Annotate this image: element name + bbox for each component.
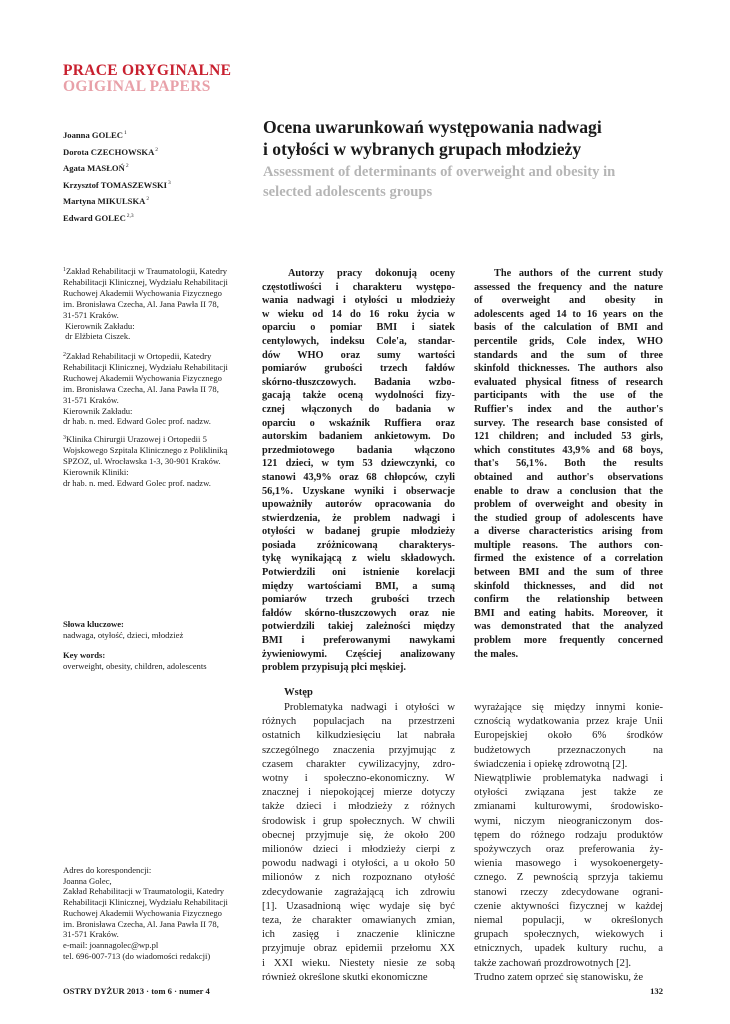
- body-line: wienia masowego i wysokoenergety-: [474, 858, 663, 870]
- section-label-english: OGIGINAL PAPERS: [63, 78, 211, 95]
- abstract-line: between BMI and the sum of three: [474, 567, 663, 579]
- body-line: Problematyka nadwagi i otyłości w: [284, 702, 455, 713]
- abstract-line: upoważniły autorów opracowania do: [262, 499, 455, 511]
- body-line: także dzieci i młodzieży z różnych: [262, 801, 455, 813]
- article-title: Ocena uwarunkowań występowania nadwagi i otyłości w wybranych grupach młodzieży: [263, 117, 602, 159]
- correspondence-line: 31-571 Kraków.: [63, 929, 119, 940]
- body-line: obecnej przyjmuje się, że około 200: [262, 829, 455, 841]
- author: Martyna MIKULSKA$^2$: [63, 196, 150, 207]
- body-line: czenie aktywności fizycznej w każdej: [474, 900, 663, 912]
- body-line: środowisk i grup społecznych. W chwili: [262, 815, 455, 827]
- abstract-english: [474, 267, 663, 661]
- body-line: teza, że charakter omawianych zmian,: [262, 915, 455, 927]
- article-title-english: Assessment of determinants of overweight and obesity in selected adolescents groups: [263, 164, 616, 200]
- abstract-line: stwierdzenia, że problem nadwagi i: [262, 512, 455, 524]
- abstract-line: firmed the existence of a correlation: [474, 553, 663, 565]
- affiliation-3: $^3$Klinika Chirurgii Urazowej i Ortopedii 5 Wojskowego Szpitala Klinicznego z Polikliniką SPZOZ, ul. Wrocławska 1-3, 30-901 Kraków. Kierownik Kliniki: dr hab. n. med. Edward Golec prof. nadzw.: [63, 434, 228, 488]
- body-text-left-column: [262, 701, 455, 985]
- abstract-line: skinfold thicknesses, and did not: [474, 580, 663, 592]
- abstract-line: percentile grids, Cole index, WHO: [474, 335, 663, 347]
- abstract-line: of overweight and obesity in: [474, 295, 663, 307]
- abstract-line: stanowi 43,9% oraz 68 chłopców, czyli: [262, 471, 455, 483]
- section-heading: Wstęp: [284, 687, 313, 698]
- correspondence-line: Zakład Rehabilitacji w Traumatologii, Katedry: [63, 886, 225, 897]
- abstract-line: the males.: [474, 648, 519, 660]
- abstract-line: potwierdzili takiej zależności między: [262, 621, 455, 633]
- abstract-line: participants with the use of the: [474, 390, 663, 402]
- body-line: zmianami kulturowymi, środowisko-: [474, 801, 663, 813]
- abstract-line: problem of overweight and obesity in: [474, 499, 663, 511]
- affiliation-1: $^1$Zakład Rehabilitacji w Traumatologii, Katedry Rehabilitacji Klinicznej, Wydziału Rehabilitacji Ruchowej Akademii Wychowania Fizycznego im. Bronisława Czecha, Al. Jana Pawła II 78, 31-571 Kraków. Kierownik Zakładu: dr Elżbieta Ciszek.: [63, 266, 228, 342]
- abstract-line: skinfold thicknesses. The authors also: [474, 363, 663, 375]
- body-line: budżetowych przeznaczonych na: [474, 744, 663, 756]
- abstract-line: multiple reasons. The authors con-: [474, 539, 663, 551]
- abstract-line: autorskim badaniem ankietowym. Do: [262, 431, 455, 443]
- author: Edward GOLEC$^{2,3}$: [63, 212, 134, 223]
- body-line: stanowi rzeczy zdecydowane ograni-: [474, 886, 663, 898]
- abstract-line: wania nadwagi i otyłości u młodzieży: [262, 295, 455, 307]
- abstract-line: adolescents aged 14 to 16 years on the: [474, 308, 663, 320]
- abstract-line: otyłości w badanej grupie młodzieży: [262, 526, 455, 538]
- body-line: szczególnego znaczenia przyjmując z: [262, 744, 455, 756]
- abstract-line: cznej włączonych do badania w: [262, 403, 455, 415]
- abstract-line: The authors of the current study: [494, 268, 663, 279]
- body-line: także zachowań prozdrowotnych [2].: [474, 957, 632, 969]
- body-line: [1]. Uzasadnioną więc wydaje się być: [262, 900, 455, 912]
- author: Dorota CZECHOWSKA$^2$: [63, 146, 159, 157]
- section-label: PRACE ORYGINALNE: [63, 62, 232, 79]
- abstract-line: 121 children; and included 53 girls,: [474, 431, 663, 443]
- abstract-line: między wartościami BMI, a sumą: [262, 580, 455, 592]
- body-line: cznego. Z pewnością sprzyja takiemu: [474, 872, 663, 884]
- body-line: wymi, niczym nieograniczonym dos-: [474, 815, 663, 827]
- body-line: niemal populacji, w określonych: [474, 915, 663, 927]
- body-line: spożywczych oraz preferowania ży-: [474, 844, 663, 856]
- abstract-line: tykę wynikającą z wielu składowych.: [262, 553, 455, 565]
- author-list: [63, 126, 171, 226]
- abstract-line: dów WHO oraz sumy wartości: [262, 349, 455, 361]
- abstract-line: pomiarów trzech grubości trzech: [262, 594, 455, 606]
- body-line: ostatnich kilkudziesięciu lat nabrała: [262, 730, 455, 742]
- abstract-line: skórno-tłuszczowych. Badania wzbo-: [262, 376, 455, 388]
- abstract-line: pomiarów grubości trzech fałdów: [262, 363, 455, 375]
- body-line: znacznej i niepokojącej mierze dotyczy: [262, 787, 455, 799]
- abstract-line: częstotliwości i charakteru występo-: [262, 281, 455, 293]
- abstract-line: obtained and author's observations: [474, 471, 663, 483]
- journal-footer: OSTRY DYŻUR 2013 · tom 6 · numer 4: [63, 986, 210, 996]
- correspondence-line: tel. 696-007-713 (do wiadomości redakcji): [63, 950, 211, 961]
- keywords-english: Key words: overweight, obesity, children, adolescents: [63, 650, 207, 671]
- abstract-line: confirm the relationship between: [474, 594, 663, 606]
- body-line: ich zasięg i znaczenie kliniczne: [262, 929, 455, 941]
- body-line: Europejskiej około 6% środków: [474, 730, 663, 742]
- correspondence-line: im. Bronisława Czecha, Al. Jana Pawła II 78,: [63, 918, 219, 929]
- correspondence-line: Ruchowej Akademii Wychowania Fizycznego: [63, 907, 222, 918]
- body-line: grupach społecznych, wiekowych i: [474, 929, 663, 941]
- body-line: milionów dzieci i młodzieży cierpi z: [262, 844, 455, 856]
- abstract-line: Ruffier's index and the author's: [474, 403, 663, 415]
- body-line: cznością wydatkowania przez kraje Unii: [474, 716, 663, 728]
- abstract-line: problem przypisują płci męskiej.: [262, 662, 406, 674]
- body-line: różnych populacjach na przestrzeni: [262, 716, 455, 728]
- body-line: tępem do różnego rodzaju produktów: [474, 829, 663, 841]
- abstract-line: 56,1%. Uzyskane wyniki i obserwacje: [262, 485, 455, 497]
- abstract-line: that's 56,1%. Both the results: [474, 458, 663, 470]
- body-line: przyjmuje obraz epidemii przełomu XX: [262, 943, 455, 955]
- body-line: Trudno zatem oprzeć się stanowisku, że: [474, 971, 644, 983]
- abstract-line: fałdów skórno-tłuszczowych oraz nie: [262, 607, 455, 619]
- affiliation-2: $^2$Zakład Rehabilitacji w Ortopedii, Katedry Rehabilitacji Klinicznej, Wydziału Rehabilitacji Ruchowej Akademii Wychowania Fizycznego im. Bronisława Czecha, Al. Jana Pawła II 78, 31-571 Kraków. Kierownik Zakładu: dr hab. n. med. Edward Golec prof. nadzw.: [63, 351, 228, 427]
- page-number: 132: [650, 986, 663, 996]
- correspondence-line: Rehabilitacji Klinicznej, Wydziału Rehabilitacji: [63, 897, 228, 908]
- body-line: powodu nadwagi i otyłości, a u około 50: [262, 858, 455, 870]
- abstract-line: Autorzy pracy dokonują oceny: [288, 268, 455, 279]
- abstract-line: 121 dzieci, w tym 53 dziewczynki, co: [262, 458, 455, 470]
- abstract-line: w wieku od 14 do 16 roku życia w: [262, 308, 455, 320]
- body-line: świadczenia i opiekę zdrowotną [2].: [474, 758, 628, 770]
- abstract-line: the studied group of adolescents have: [474, 512, 663, 524]
- body-line: otyłości związana jest także ze: [474, 787, 663, 799]
- body-line: i XXI wieku. Niestety niesie ze sobą: [262, 957, 455, 969]
- correspondence-line: Adres do korespondencji:: [63, 865, 152, 875]
- abstract-line: gacają także oceną wydolności fizy-: [262, 390, 455, 402]
- abstract-line: assessed the frequency and the nature: [474, 281, 663, 293]
- abstract-line: żywieniowymi. Częściej analizowany: [262, 648, 455, 660]
- author: Agata MASŁOŃ$^2$: [63, 163, 129, 174]
- body-line: milionów z nich rozpoznano otyłość: [262, 872, 455, 884]
- body-line: wyrażające się między innymi konie-: [474, 702, 663, 713]
- body-line: Niewątpliwie problematyka nadwagi i: [474, 773, 663, 785]
- correspondence-line: Joanna Golec,: [63, 875, 112, 886]
- abstract-line: centylowych, indeksu Cole'a, standar-: [262, 335, 455, 347]
- keywords-polish: Słowa kluczowe: nadwaga, otyłość, dzieci, młodzież: [63, 619, 184, 640]
- abstract-line: basis of the calculation of BMI and: [474, 322, 663, 334]
- correspondence-line: e-mail: joannagolec@wp.pl: [63, 939, 159, 950]
- body-text-right-column: [474, 701, 663, 985]
- body-line: również określone skutki ekonomiczne: [262, 971, 428, 983]
- abstract-line: oparciu o pomiar BMI i siatek: [262, 322, 455, 334]
- body-line: zdecydowanie zagrażającą ich zdrowiu: [262, 886, 455, 898]
- abstract-line: standards and the sum of three: [474, 349, 663, 361]
- abstract-polish: [262, 267, 455, 675]
- body-line: wotny i społeczno-ekonomiczny. W: [262, 773, 455, 785]
- correspondence-address: [63, 865, 263, 961]
- abstract-line: przedmiotowego badania włączono: [262, 444, 455, 456]
- body-line: etnicznych, upadek kultury ruchu, a: [474, 943, 663, 955]
- abstract-line: survey. The research base consisted of: [474, 417, 663, 429]
- abstract-line: BMI and eating habits. Moreover, it: [474, 607, 663, 619]
- abstract-line: a diverse characteristics arising from: [474, 526, 663, 538]
- body-line: czasem charakter cywilizacyjny, zdro-: [262, 758, 455, 770]
- author: Krzysztof TOMASZEWSKI$^3$: [63, 179, 171, 190]
- abstract-line: Potwierdzili oni istnienie korelacji: [262, 567, 455, 579]
- abstract-line: which constitutes 43,9% and 68 boys,: [474, 444, 663, 456]
- abstract-line: oparciu o wskaźnik Ruffiera oraz: [262, 417, 455, 429]
- abstract-line: evaluated physical fitness of research: [474, 376, 663, 388]
- abstract-line: posiada zróżnicowaną charakterys-: [262, 539, 455, 551]
- abstract-line: was demonstrated that the analyzed: [474, 621, 663, 633]
- abstract-line: problem more frequently concerned: [474, 635, 663, 647]
- author: Joanna GOLEC$^1$: [63, 130, 127, 140]
- abstract-line: BMI i preferowanymi nawykami: [262, 635, 455, 647]
- abstract-line: enable to draw a conclusion that the: [474, 485, 663, 497]
